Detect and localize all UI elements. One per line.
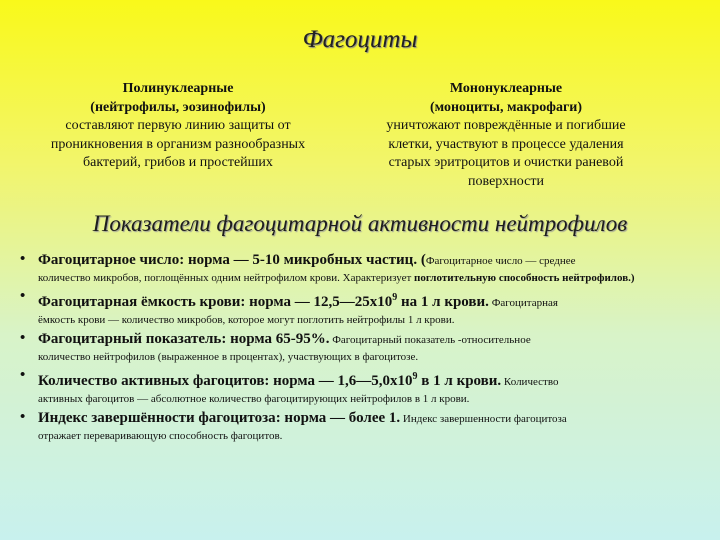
section-subtitle: Показатели фагоцитарной активности нейтрофилов xyxy=(92,211,628,236)
list-item-phagocytic-number xyxy=(20,251,705,286)
item-exponent: 9 xyxy=(412,371,418,382)
list-item-active-phagocytes xyxy=(20,367,705,407)
bullet-icon: • xyxy=(20,288,26,304)
bullet-icon: • xyxy=(20,330,26,346)
item-norm-unit: на 1 л крови. xyxy=(397,294,489,310)
item-norm: : норма — 1,6—5,0х10 xyxy=(264,373,413,389)
item-term: Фагоцитарный показатель xyxy=(38,331,222,347)
polynuclear-column xyxy=(38,80,318,173)
bullet-icon: • xyxy=(20,367,26,383)
item-desc: количество нейтрофилов (выраженное в процентах), участвующих в фагоцитозе. xyxy=(38,351,419,363)
bullet-icon: • xyxy=(20,409,26,425)
item-desc: количество микробов, поглощённых одним нейтрофилом крови. Характеризует xyxy=(38,272,415,284)
item-desc: ёмкость крови — количество микробов, которое могут поглотить нейтрофилы 1 л крови. xyxy=(38,314,455,326)
item-inline-desc: Фагоцитарное число — среднее xyxy=(425,255,576,267)
polynuclear-heading: Полинуклеарные xyxy=(122,81,234,96)
item-norm: : норма 65-95%. xyxy=(221,331,330,347)
item-desc-bold: поглотительную способность нейтрофилов.) xyxy=(414,272,635,284)
mononuclear-subheading: (моноциты, макрофаги) xyxy=(429,99,583,115)
item-norm: : норма — 5-10 микробных частиц. xyxy=(179,252,418,268)
item-desc: отражает переваривающую способность фагоцитов. xyxy=(38,430,283,442)
mononuclear-heading: Мононуклеарные xyxy=(449,81,563,96)
item-exponent: 9 xyxy=(392,292,398,303)
item-term: Количество активных фагоцитов xyxy=(38,373,265,389)
item-term: Фагоцитарная ёмкость крови xyxy=(38,294,241,310)
polynuclear-text: составляют первую линию защиты от проникновения в организм разнообразных бактерий, грибов и простейших xyxy=(50,118,306,170)
item-term: Индекс завершённости фагоцитоза xyxy=(38,410,276,426)
item-inline-desc: Фагоцитарная xyxy=(488,297,558,309)
item-norm: : норма — более 1. xyxy=(275,410,401,426)
mononuclear-text: уничтожают повреждённые и погибшие клетки, участвуют в процессе удаления старых эритроцитов и очистки раневой поверхности xyxy=(386,118,626,189)
item-desc: активных фагоцитов — абсолютное количество фагоцитирующих нейтрофилов в 1 л крови. xyxy=(38,393,470,405)
item-inline-desc: Индекс завершенности фагоцитоза xyxy=(400,413,567,425)
slide-title: Фагоциты xyxy=(302,26,418,53)
item-norm-unit: в 1 л крови. xyxy=(417,373,502,389)
item-norm: : норма — 12,5—25х10 xyxy=(240,294,393,310)
item-inline-desc: Количество xyxy=(501,376,559,388)
list-item-phagocytic-index xyxy=(20,330,705,365)
item-inline-desc: Фагоцитарный показатель -относительное xyxy=(329,334,531,346)
bullet-icon: • xyxy=(20,251,26,267)
polynuclear-subheading: (нейтрофилы, эозинофилы) xyxy=(90,99,266,115)
item-paren: ( xyxy=(417,252,426,268)
mononuclear-column xyxy=(366,80,646,191)
item-term: Фагоцитарное число xyxy=(38,252,180,268)
list-item-completion-index xyxy=(20,409,705,444)
list-item-phagocytic-capacity xyxy=(20,288,705,328)
indicator-list xyxy=(20,251,705,446)
